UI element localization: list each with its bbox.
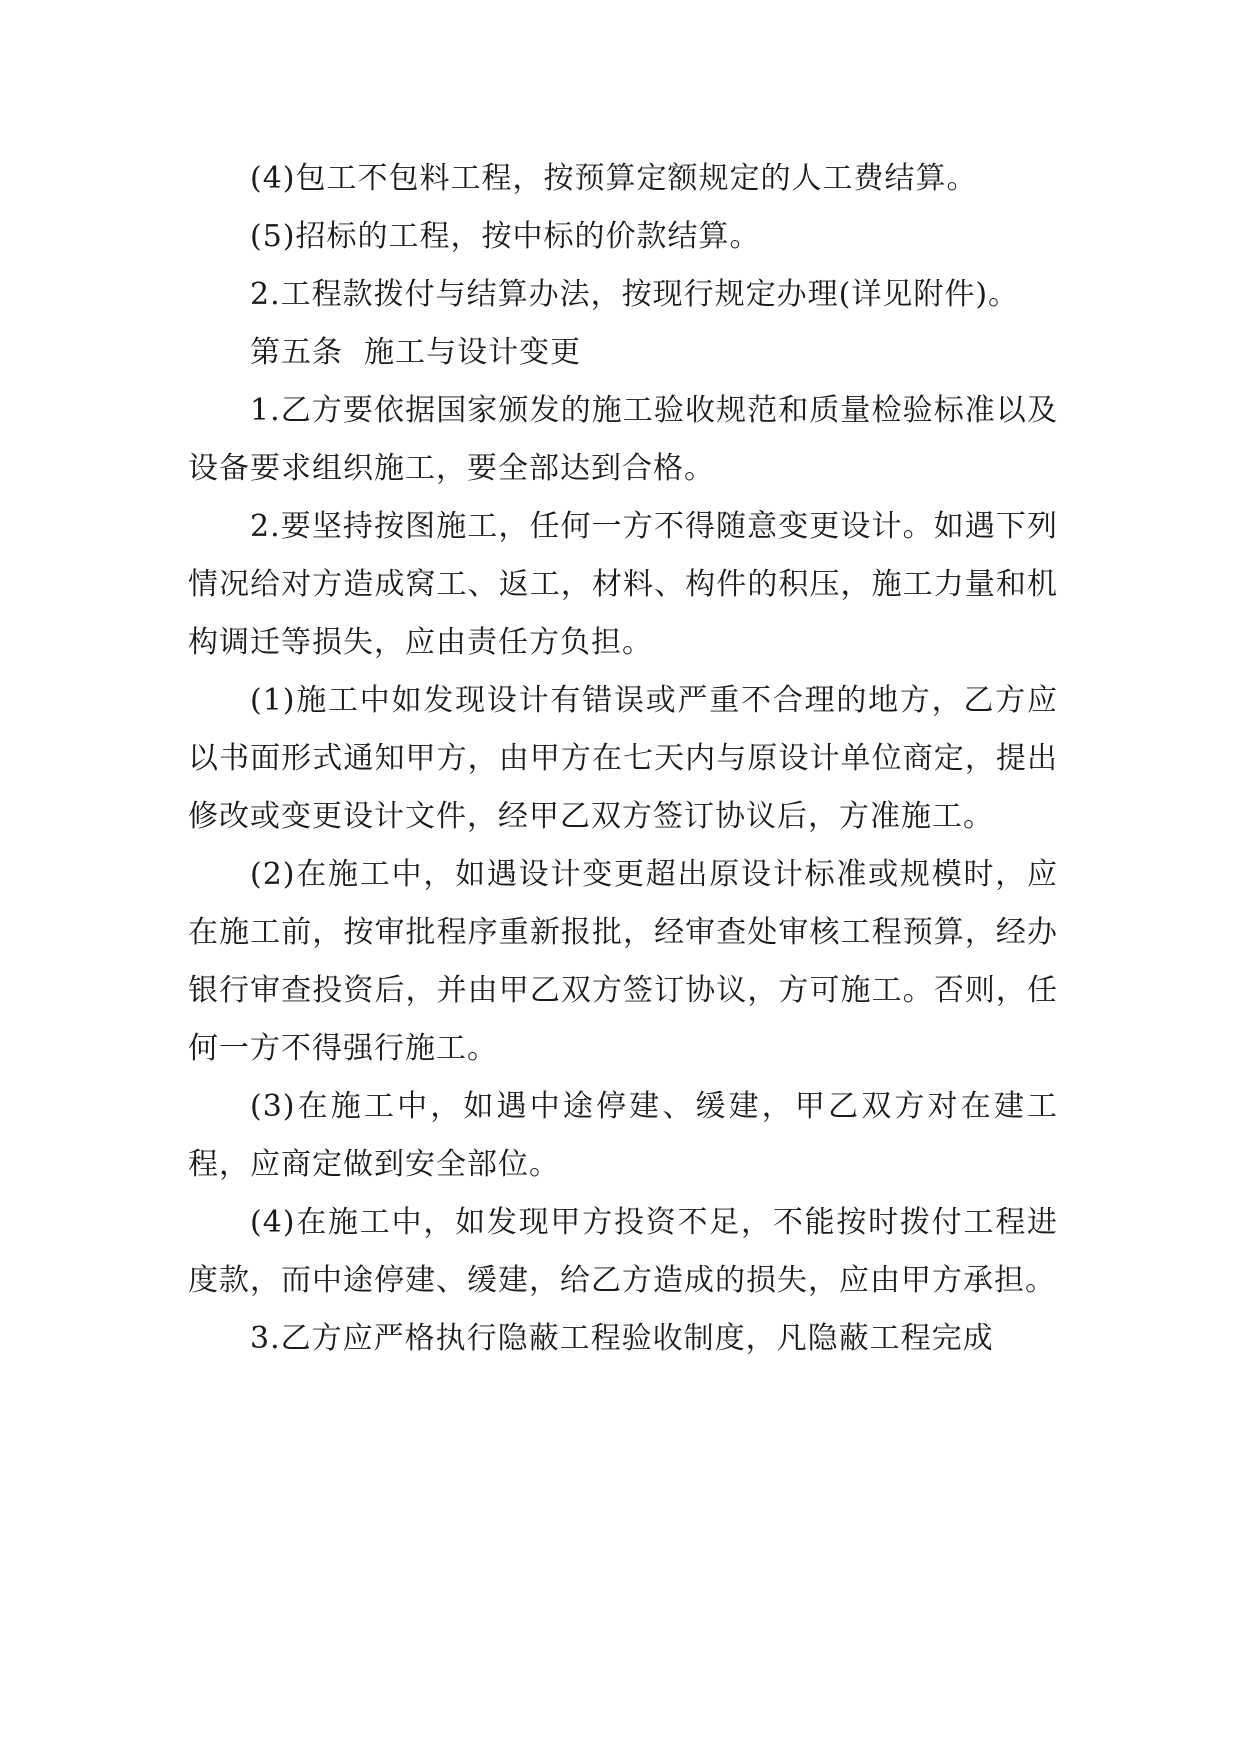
paragraph-subclause-1: (1)施工中如发现设计有错误或严重不合理的地方，乙方应以书面形式通知甲方，由甲方在七天内与原设计单位商定，提出修改或变更设计文件，经甲乙双方签订协议后，方准施工。 [188,683,1058,834]
paragraph-clause-3: 3.乙方应严格执行隐蔽工程验收制度，凡隐蔽工程完成 [250,1321,994,1356]
paragraph-clause-1: 1.乙方要依据国家颁发的施工验收规范和质量检验标准以及设备要求组织施工，要全部达到合格。 [188,393,1058,486]
paragraph-payment-settlement: 2.工程款拨付与结算办法，按现行规定办理(详见附件)。 [250,277,1020,312]
paragraph-item-5-tender: (5)招标的工程，按中标的价款结算。 [250,219,761,254]
paragraph-item-4-labor-only: (4)包工不包料工程，按预算定额规定的人工费结算。 [250,161,978,196]
paragraph-clause-2: 2.要坚持按图施工，任何一方不得随意变更设计。如遇下列情况给对方造成窝工、返工，材料、构件的积压，施工力量和机构调迁等损失，应由责任方负担。 [188,509,1058,660]
paragraph-subclause-4: (4)在施工中，如发现甲方投资不足，不能按时拨付工程进度款，而中途停建、缓建，给乙方造成的损失，应由甲方承担。 [188,1205,1058,1298]
paragraph-subclause-3: (3)在施工中，如遇中途停建、缓建，甲乙双方对在建工程，应商定做到安全部位。 [188,1089,1058,1182]
section-heading-article-5: 第五条 施工与设计变更 [250,335,582,370]
document-body [188,150,1058,1368]
paragraph-subclause-2: (2)在施工中，如遇设计变更超出原设计标准或规模时，应在施工前，按审批程序重新报批，经审查处审核工程预算，经办银行审查投资后，并由甲乙双方签订协议，方可施工。否则，任何一方不得强行施工。 [188,857,1058,1066]
